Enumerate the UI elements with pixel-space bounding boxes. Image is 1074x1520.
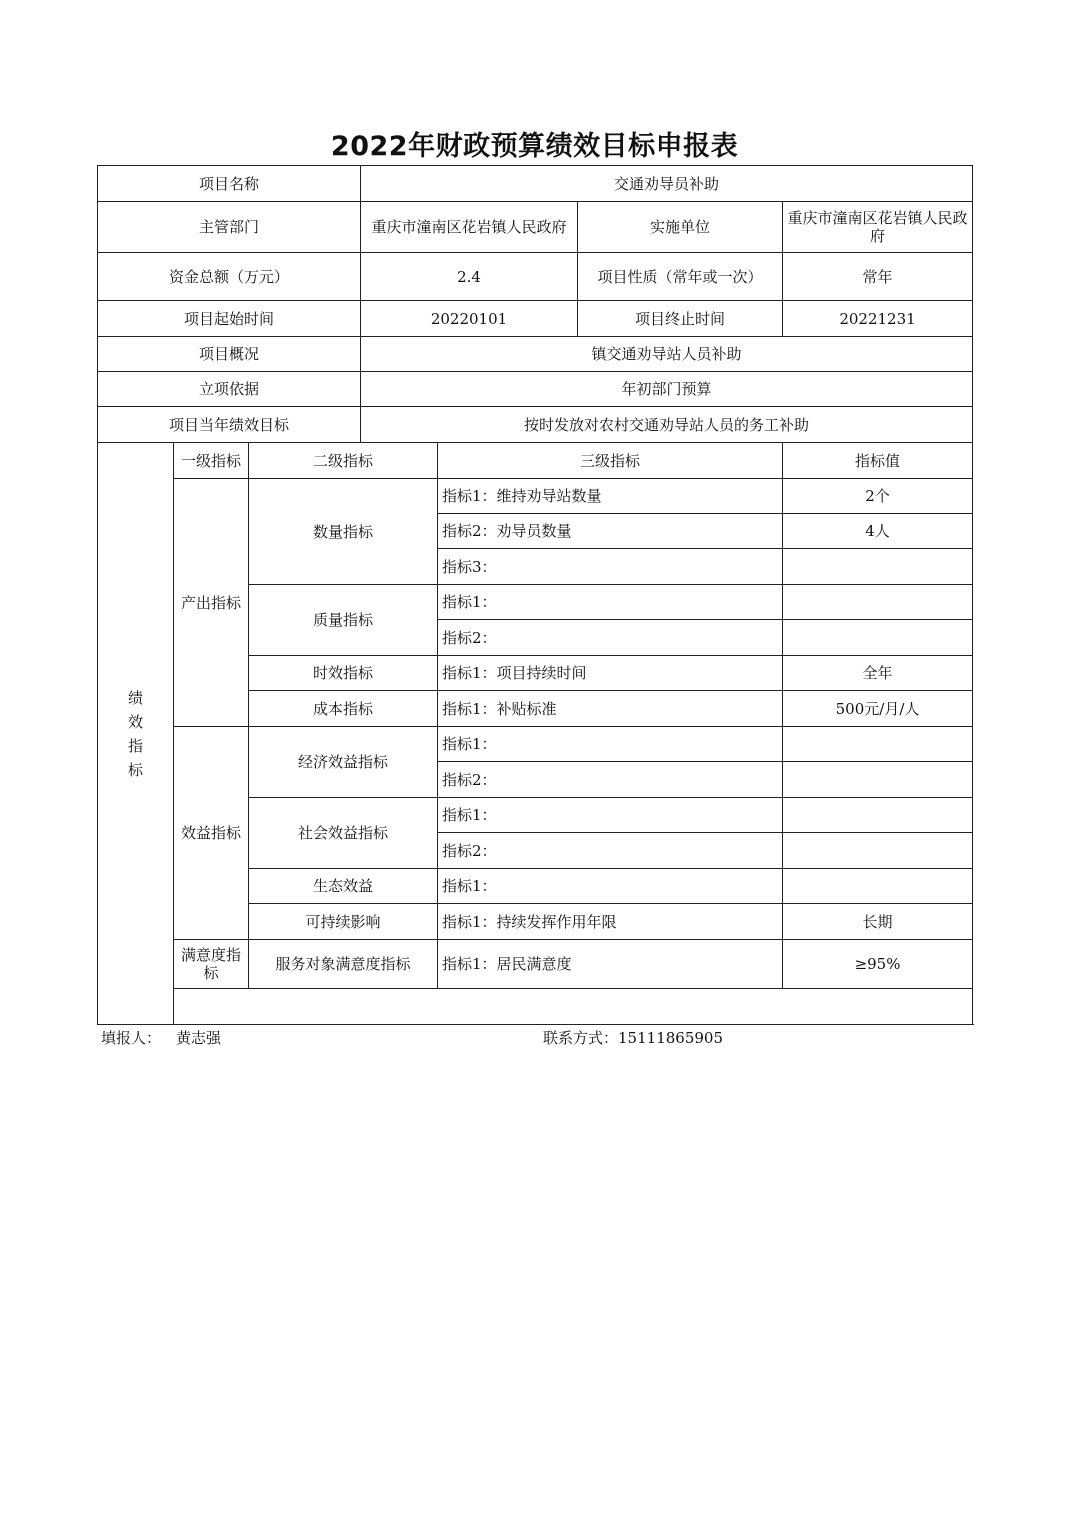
indicator-name: 指标1：维持劝导站数量 — [438, 479, 783, 514]
overview-label: 项目概况 — [98, 337, 361, 372]
contact-value: 15111865905 — [618, 1029, 723, 1047]
indicator-value — [783, 585, 973, 620]
output-indicator-label: 产出指标 — [174, 479, 249, 727]
impl-unit-label: 实施单位 — [578, 202, 783, 253]
start-time-value: 20220101 — [361, 301, 578, 337]
table-row — [98, 727, 973, 762]
indicator-name: 指标1：持续发挥作用年限 — [438, 904, 783, 940]
budget-form-table — [97, 165, 973, 1025]
value-header: 指标值 — [783, 443, 973, 479]
nature-value: 常年 — [783, 253, 973, 301]
contact-label: 联系方式： — [543, 1029, 619, 1047]
row-overview — [98, 337, 973, 372]
project-name-label: 项目名称 — [98, 166, 361, 202]
indicator-name: 指标2： — [438, 762, 783, 798]
indicator-name: 指标1： — [438, 869, 783, 904]
ecological-indicator-label: 生态效益 — [249, 869, 438, 904]
sustainable-indicator-label: 可持续影响 — [249, 904, 438, 940]
indicator-name: 指标1：居民满意度 — [438, 940, 783, 989]
row-dept — [98, 202, 973, 253]
indicator-value: ≥95% — [783, 940, 973, 989]
economic-indicator-label: 经济效益指标 — [249, 727, 438, 798]
indicator-value: 全年 — [783, 656, 973, 691]
indicator-name: 指标2： — [438, 620, 783, 656]
indicator-value — [783, 798, 973, 833]
end-time-value: 20221231 — [783, 301, 973, 337]
annual-goal-value: 按时发放对农村交通劝导站人员的务工补助 — [361, 407, 973, 443]
table-row — [98, 940, 973, 989]
page-title: 2022年财政预算绩效目标申报表 — [330, 131, 739, 162]
filler-label: 填报人： — [101, 1029, 162, 1047]
indicator-value: 长期 — [783, 904, 973, 940]
indicator-name: 指标3： — [438, 549, 783, 585]
benefit-indicator-label: 效益指标 — [174, 727, 249, 940]
contact — [543, 1027, 723, 1049]
end-time-label: 项目终止时间 — [578, 301, 783, 337]
row-time — [98, 301, 973, 337]
indicator-value — [783, 762, 973, 798]
impl-unit-value: 重庆市潼南区花岩镇人民政府 — [783, 202, 973, 253]
row-project-name — [98, 166, 973, 202]
indicator-name: 指标1： — [438, 727, 783, 762]
filler-name: 黄志强 — [176, 1029, 222, 1047]
indicator-value — [783, 869, 973, 904]
annual-goal-label: 项目当年绩效目标 — [98, 407, 361, 443]
row-annual-goal — [98, 407, 973, 443]
project-name-value: 交通劝导员补助 — [361, 166, 973, 202]
indicator-name: 指标1：补贴标准 — [438, 691, 783, 727]
perf-indicator-label: 绩 效 指 标 — [98, 443, 174, 1025]
blank-cell — [174, 989, 973, 1025]
service-satisfaction-label: 服务对象满意度指标 — [249, 940, 438, 989]
blank-row — [98, 989, 973, 1025]
indicator-value: 500元/月/人 — [783, 691, 973, 727]
basis-label: 立项依据 — [98, 372, 361, 407]
row-funds — [98, 253, 973, 301]
social-indicator-label: 社会效益指标 — [249, 798, 438, 869]
overview-value: 镇交通劝导站人员补助 — [361, 337, 973, 372]
indicator-value: 2个 — [783, 479, 973, 514]
level3-header: 三级指标 — [438, 443, 783, 479]
basis-value: 年初部门预算 — [361, 372, 973, 407]
indicator-name: 指标1： — [438, 585, 783, 620]
indicator-value — [783, 833, 973, 869]
indicator-name: 指标1： — [438, 798, 783, 833]
table-row — [98, 479, 973, 514]
total-funds-value: 2.4 — [361, 253, 578, 301]
timeliness-indicator-label: 时效指标 — [249, 656, 438, 691]
quantity-indicator-label: 数量指标 — [249, 479, 438, 585]
level2-header: 二级指标 — [249, 443, 438, 479]
start-time-label: 项目起始时间 — [98, 301, 361, 337]
indicator-name: 指标2： — [438, 833, 783, 869]
indicator-name: 指标2：劝导员数量 — [438, 514, 783, 549]
dept-value: 重庆市潼南区花岩镇人民政府 — [361, 202, 578, 253]
level1-header: 一级指标 — [174, 443, 249, 479]
indicator-value — [783, 549, 973, 585]
indicator-header-row — [98, 443, 973, 479]
nature-label: 项目性质（常年或一次） — [578, 253, 783, 301]
row-basis — [98, 372, 973, 407]
indicator-name: 指标1：项目持续时间 — [438, 656, 783, 691]
indicator-value — [783, 727, 973, 762]
total-funds-label: 资金总额（万元） — [98, 253, 361, 301]
dept-label: 主管部门 — [98, 202, 361, 253]
cost-indicator-label: 成本指标 — [249, 691, 438, 727]
indicator-value — [783, 620, 973, 656]
indicator-value: 4人 — [783, 514, 973, 549]
quality-indicator-label: 质量指标 — [249, 585, 438, 656]
satisfaction-indicator-label: 满意度指标 — [174, 940, 249, 989]
